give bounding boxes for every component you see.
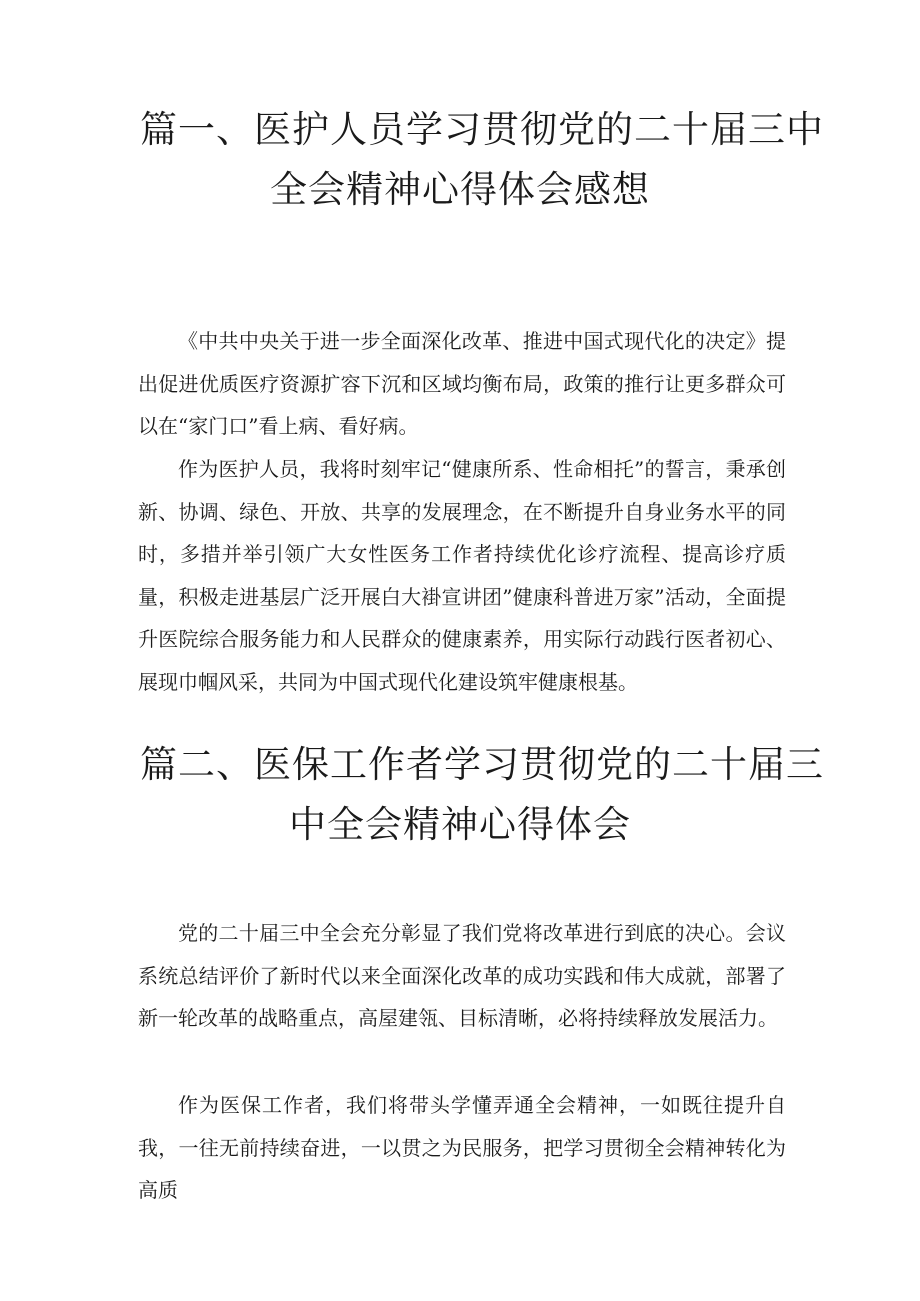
article-2-paragraph-2: 作为医保工作者，我们将带头学懂弄通全会精神，一如既往提升自我，一往无前持续奋进，一以贯之为民服务，把学习贯彻全会精神转化为高质 [138, 1093, 786, 1202]
article-1-title [140, 100, 824, 220]
article-2-title-line-2: 中全会精神心得体会 [289, 803, 631, 846]
article-2-title [140, 735, 824, 855]
article-1-paragraph-2: 作为医护人员，我将时刻牢记“健康所系、性命相托”的誓言，秉承创新、协调、绿色、开放、共享的发展理念，在不断提升自身业务水平的同时，多措并举引领广大女性医务工作者持续优化诊疗流程、提高诊疗质量，积极走进基层广泛开展白大褂宣讲团”健康科普进万家”活动，全面提升医院综合服务能力和人民群众的健康素养，用实际行动践行医者初心、展现巾帼风采，共同为中国式现代化建设筑牢健康根基。 [138, 457, 786, 694]
article-1-title-line-1: 篇一、医护人员学习贯彻党的二十届三中 [140, 108, 824, 151]
article-2-paragraph-1: 党的二十届三中全会充分彰显了我们党将改革进行到底的决心。会议系统总结评价了新时代以来全面深化改革的成功实践和伟大成就，部署了新一轮改革的战略重点，高屋建瓴、目标清晰，必将持续释放发展活力。 [138, 921, 786, 1030]
article-1-paragraph-1: 《中共中央关于进一步全面深化改革、推进中国式现代化的决定》提出促进优质医疗资源扩容下沉和区域均衡布局，政策的推行让更多群众可以在“家门口”看上病、看好病。 [138, 329, 786, 438]
article-2-title-line-1: 篇二、医保工作者学习贯彻党的二十届三 [140, 743, 824, 786]
article-1-title-line-2: 全会精神心得体会感想 [270, 168, 650, 211]
